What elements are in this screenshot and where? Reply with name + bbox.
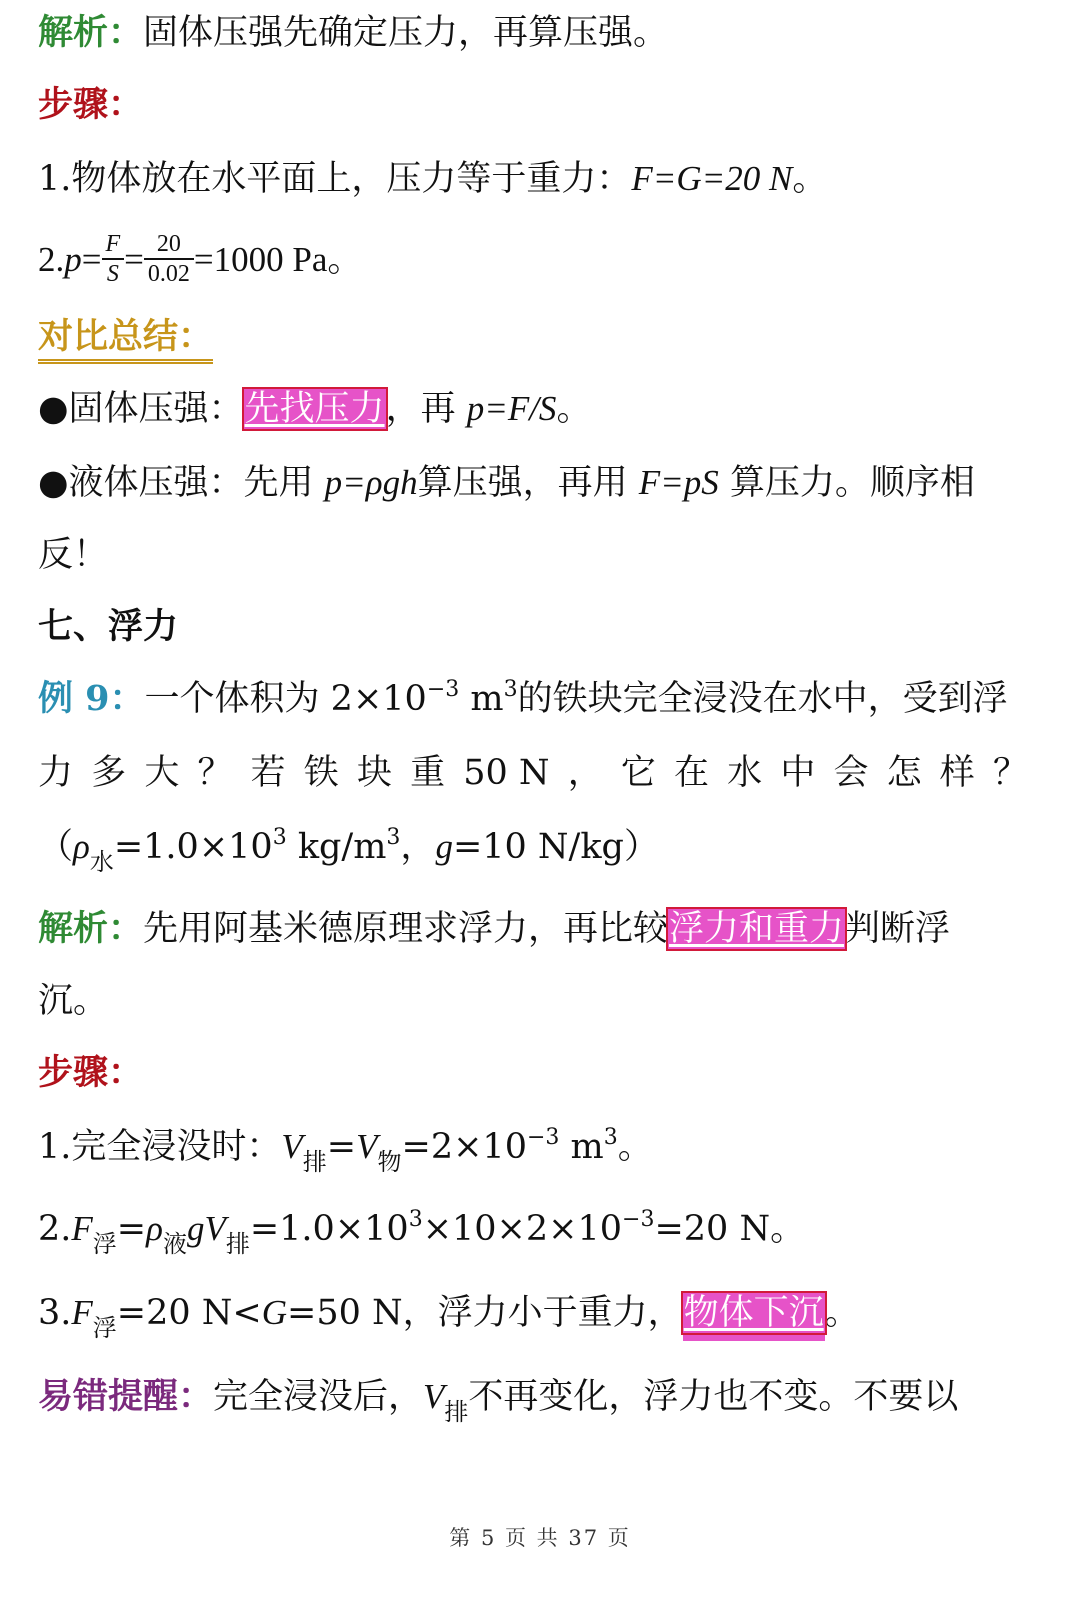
exponent: 3 xyxy=(503,677,518,702)
density-symbol: ρ xyxy=(146,1209,163,1248)
value: =10 N/kg） xyxy=(452,827,659,867)
step-number: 2. xyxy=(38,1209,72,1249)
unit: kg/m xyxy=(286,827,387,867)
bullet-text: ●固体压强： xyxy=(38,389,244,429)
analysis-text: 沉。 xyxy=(38,981,109,1021)
warning-label: 易错提醒： xyxy=(38,1376,214,1417)
word: 重 xyxy=(410,753,446,793)
bullet-liquid-pressure xyxy=(38,460,1028,506)
gravity-symbol: g xyxy=(186,1209,205,1248)
fraction-values xyxy=(144,230,194,288)
value: =2×10 xyxy=(401,1127,527,1167)
equals: = xyxy=(326,1127,357,1167)
analysis-label: 解析： xyxy=(38,908,144,949)
value: ×10×2×10 xyxy=(422,1209,623,1249)
highlight-object-sinks: 物体下沉 xyxy=(683,1293,824,1333)
value: =1.0×10 xyxy=(249,1209,409,1249)
bullet-text: 反！ xyxy=(38,535,109,575)
value: =1.0×10 xyxy=(113,827,273,867)
highlight-find-force: 先找压力 xyxy=(244,389,385,429)
volume-symbol: V xyxy=(281,1127,303,1166)
subscript: 物 xyxy=(377,1148,402,1176)
bullet-solid-pressure xyxy=(38,386,1028,432)
example-9-line-3 xyxy=(38,824,1028,875)
pressure-symbol: p xyxy=(64,240,82,279)
punctuation: 。 xyxy=(327,240,363,279)
formula: p=ρgh xyxy=(324,463,418,502)
force-symbol: F xyxy=(71,1293,93,1332)
fraction-numerator: F xyxy=(102,230,125,260)
bullet-text: ，再 xyxy=(385,389,467,429)
step-1-2 xyxy=(38,232,1028,292)
word: 在 xyxy=(674,753,710,793)
unit: m xyxy=(559,1127,604,1167)
word: 中 xyxy=(780,753,816,793)
word: 它 xyxy=(620,753,656,793)
step-2-3 xyxy=(38,1290,1028,1342)
bullet-text: 算压强，再用 xyxy=(417,463,639,503)
warning-line xyxy=(38,1374,1028,1426)
equals: = xyxy=(124,240,144,279)
word: ？ xyxy=(992,753,1028,793)
analysis-line-2-cont xyxy=(38,978,1028,1024)
weight-symbol: G xyxy=(261,1293,288,1332)
exponent: 3 xyxy=(386,825,401,850)
example-9-line-1 xyxy=(38,676,1028,727)
step-number: 3. xyxy=(38,1293,72,1333)
word: ？ xyxy=(197,753,233,793)
analysis-line-1 xyxy=(38,10,1028,56)
result: =1000 Pa xyxy=(193,240,328,279)
subscript: 排 xyxy=(225,1230,250,1258)
steps-label: 步骤： xyxy=(38,1052,144,1093)
analysis-text: 固体压强先确定压力，再算压强。 xyxy=(143,13,669,53)
section-title xyxy=(38,604,1028,650)
step-2-1 xyxy=(38,1124,1028,1175)
gravity-symbol: g xyxy=(435,827,453,866)
word: 铁 xyxy=(303,753,339,793)
page-footer: 第 5 页 共 37 页 xyxy=(449,1526,631,1550)
subscript: 液 xyxy=(162,1230,187,1258)
subscript: 浮 xyxy=(92,1230,117,1258)
analysis-text: 先用阿基米德原理求浮力，再比较 xyxy=(143,909,669,949)
volume-symbol: V xyxy=(423,1377,445,1416)
example-9-line-2 xyxy=(38,750,1028,796)
steps-heading-1 xyxy=(38,82,1028,128)
subscript: 排 xyxy=(444,1398,469,1426)
bullet-text: ●液体压强：先用 xyxy=(38,463,325,503)
punctuation: 。 xyxy=(792,159,828,199)
paren: （ xyxy=(38,827,74,867)
exponent: 3 xyxy=(603,1125,618,1150)
subscript: 排 xyxy=(302,1148,327,1176)
analysis-label: 解析： xyxy=(38,12,144,53)
compare-label: 对比总结： xyxy=(38,316,213,364)
subscript: 水 xyxy=(89,848,114,876)
step-1-1 xyxy=(38,156,1028,202)
section-heading: 七、浮力 xyxy=(38,606,179,647)
compare-heading xyxy=(38,314,1028,360)
unit: m xyxy=(459,679,504,719)
equals: = xyxy=(116,1209,147,1249)
punctuation: ， xyxy=(400,827,436,867)
highlight-buoyancy-gravity: 浮力和重力 xyxy=(669,909,845,949)
steps-label: 步骤： xyxy=(38,84,144,125)
example-text: 的铁块完全浸没在水中，受到浮 xyxy=(517,679,1008,719)
exponent: −3 xyxy=(526,1125,560,1150)
word: 水 xyxy=(727,753,763,793)
word: 力 xyxy=(38,753,74,793)
warning-text: 完全浸没后， xyxy=(213,1377,424,1417)
word: 块 xyxy=(356,753,392,793)
fraction-f-over-s xyxy=(102,230,125,288)
word: 若 xyxy=(250,753,286,793)
formula: F=G=20 N xyxy=(631,159,793,198)
step-2-2 xyxy=(38,1206,1028,1257)
formula: p=F/S xyxy=(466,389,557,428)
word: 大 xyxy=(144,753,180,793)
exponent: 3 xyxy=(272,825,287,850)
punctuation: 。 xyxy=(824,1293,860,1333)
steps-heading-2 xyxy=(38,1050,1028,1096)
equals: = xyxy=(81,240,102,279)
word: 会 xyxy=(833,753,869,793)
volume-symbol: V xyxy=(204,1209,226,1248)
fraction-denominator: 0.02 xyxy=(147,260,190,287)
warning-text: 不再变化，浮力也不变。不要以 xyxy=(468,1377,959,1417)
force-symbol: F xyxy=(71,1209,93,1248)
word: 样 xyxy=(939,753,975,793)
word: 50 N xyxy=(463,753,550,793)
punctuation: 。 xyxy=(617,1127,653,1167)
step-number: 2. xyxy=(38,240,65,279)
formula: F=pS xyxy=(638,463,719,502)
volume-symbol: V xyxy=(356,1127,378,1166)
fraction-numerator: 20 xyxy=(144,230,194,260)
exponent: 3 xyxy=(408,1207,423,1232)
word: ， xyxy=(567,753,603,793)
subscript: 浮 xyxy=(92,1314,117,1342)
exponent: −3 xyxy=(622,1207,655,1232)
word: 怎 xyxy=(886,753,922,793)
word: 多 xyxy=(91,753,127,793)
value: =20 N< xyxy=(116,1293,262,1333)
fraction-denominator: S xyxy=(106,260,119,287)
step-text: =50 N，浮力小于重力， xyxy=(287,1293,683,1333)
value: =20 N。 xyxy=(654,1209,806,1249)
analysis-text: 判断浮 xyxy=(845,909,951,949)
bullet-text: 算压力。顺序相 xyxy=(718,463,975,503)
punctuation: 。 xyxy=(556,389,592,429)
step-text: 1.物体放在水平面上，压力等于重力： xyxy=(38,159,632,199)
density-symbol: ρ xyxy=(73,827,90,866)
analysis-line-2 xyxy=(38,906,1028,952)
step-text: 1.完全浸没时： xyxy=(38,1127,282,1167)
example-label: 例 9： xyxy=(38,678,145,719)
example-text: 一个体积为 2×10 xyxy=(144,679,427,719)
bullet-liquid-pressure-cont xyxy=(38,532,1028,578)
exponent: −3 xyxy=(426,677,460,702)
